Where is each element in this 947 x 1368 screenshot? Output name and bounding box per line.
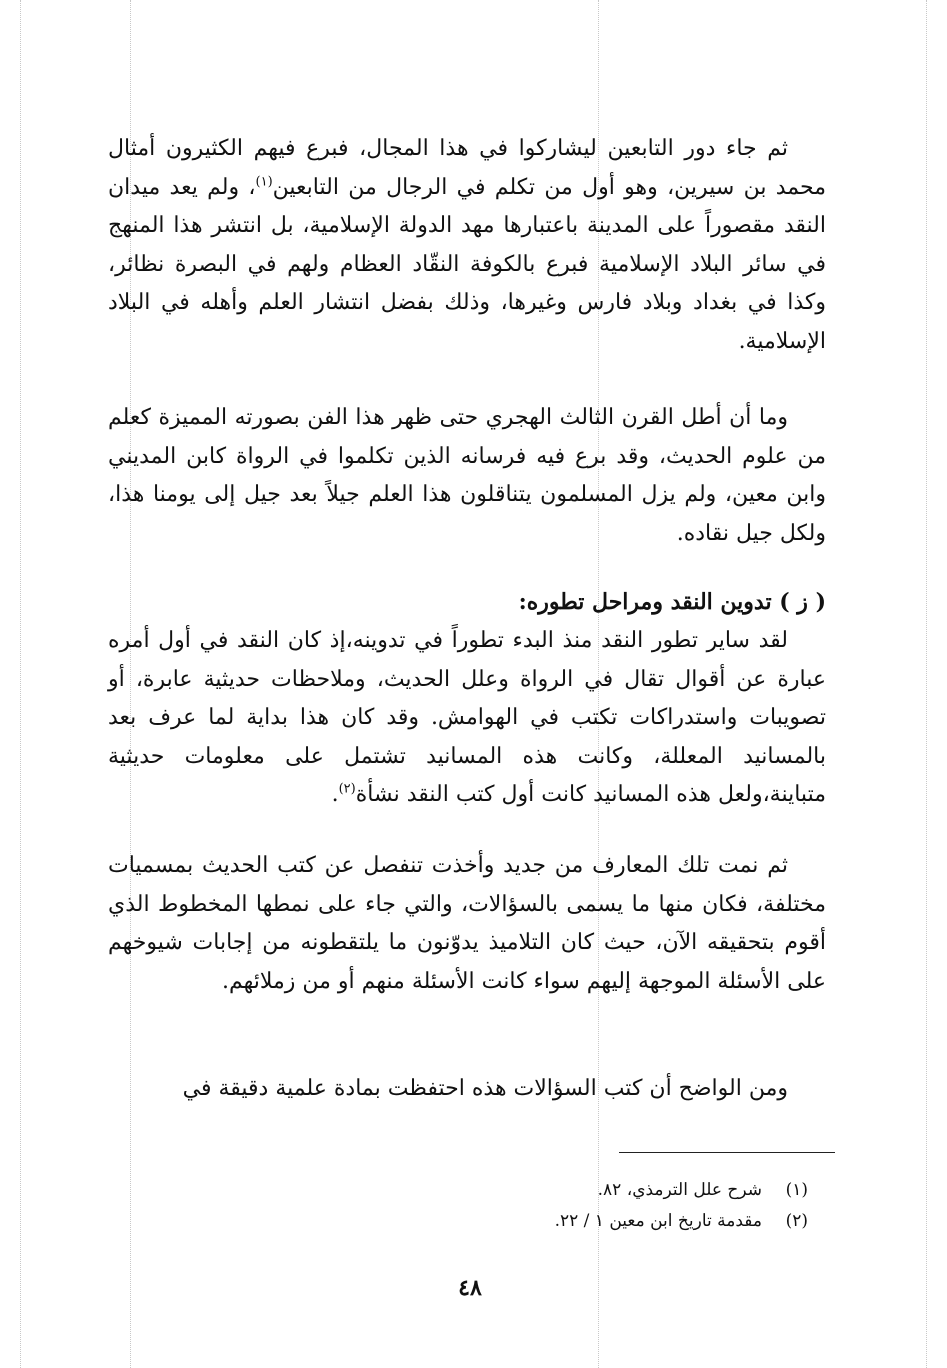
footnote-number: (١)	[785, 1180, 808, 1200]
paragraph-5-text: ومن الواضح أن كتب السؤالات هذه احتفظت بمادة علمية دقيقة في	[182, 1076, 788, 1101]
paragraph-2	[108, 399, 826, 553]
footnote-1	[108, 1175, 808, 1206]
page-number: ٤٨	[458, 1275, 482, 1301]
footnotes	[108, 1175, 808, 1237]
footnote-text: شرح علل الترمذي، ٨٢.	[597, 1180, 762, 1200]
paragraph-1-continuation: ، ولم يعد ميدان النقد مقصوراً على المدينة باعتبارها مهد الدولة الإسلامية، بل انتشر هذا المنهج في سائر البلاد الإسلامية فبرع بالكوفة النقّاد العظام ولهم في البصرة نظائر، وكذا في بغداد وبلاد فارس وغيرها، وذلك بفضل انتشار العلم وأهله في البلاد الإسلامية.	[108, 174, 826, 354]
footnote-number: (٢)	[785, 1211, 808, 1231]
paragraph-3-end: .	[331, 782, 339, 808]
footnote-reference-1: (١)	[255, 174, 273, 190]
paragraph-5	[108, 1070, 826, 1109]
paragraph-3	[108, 622, 826, 815]
paragraph-4	[108, 847, 826, 1001]
paragraph-1-text: ثم جاء دور التابعين ليشاركوا في هذا المجال، فبرع فيهم الكثيرون أمثال محمد بن سيرين، وهو أول من تكلم في الرجال من التابعين	[108, 136, 827, 200]
scan-artifact-line	[926, 0, 927, 1368]
section-heading: ( ز ) تدوين النقد ومراحل تطوره:	[518, 589, 826, 615]
paragraph-4-text: ثم نمت تلك المعارف من جديد وأخذت تنفصل عن كتب الحديث بمسميات مختلفة، فكان منها ما يسمى بالسؤالات، والتي جاء على نمطها المخطوط الذي أقوم بتحقيقه الآن، حيث كان التلاميذ يدوّنون ما يلتقطونه من إجابات شيوخهم على الأسئلة الموجهة إليهم سواء كانت الأسئلة منهم أو من زملائهم.	[108, 853, 826, 994]
footnote-text: مقدمة تاريخ ابن معين ١ / ٢٢.	[554, 1211, 762, 1231]
paragraph-3-text: لقد ساير تطور النقد منذ البدء تطوراً في تدوينه،إذ كان النقد في أول أمره عبارة عن أقوال تقال في الرواة وعلل الحديث، وملاحظات حديثية عابرة، أو تصويبات واستدراكات تكتب في الهوامش. وقد كان هذا بداية لما عرف بعد بالمسانيد المعللة، وكانت هذه المسانيد تشتمل على معلومات حديثية متباينة،ولعل هذه المسانيد كانت أول كتب النقد نشأة	[108, 628, 826, 808]
scan-artifact-line	[20, 0, 21, 1368]
footnote-separator	[619, 1152, 835, 1153]
footnote-reference-2: (٢)	[338, 782, 356, 798]
paragraph-2-text: وما أن أطل القرن الثالث الهجري حتى ظهر هذا الفن بصورته المميزة كعلم من علوم الحديث، وقد برع فيه فرسانه الذين تكلموا في الرواة كابن المديني وابن معين، ولم يزل المسلمون يتناقلون هذا العلم جيلاً بعد جيل إلى يومنا هذا، ولكل جيل نقاده.	[108, 405, 826, 546]
paragraph-1	[108, 130, 826, 362]
footnote-2	[108, 1206, 808, 1237]
